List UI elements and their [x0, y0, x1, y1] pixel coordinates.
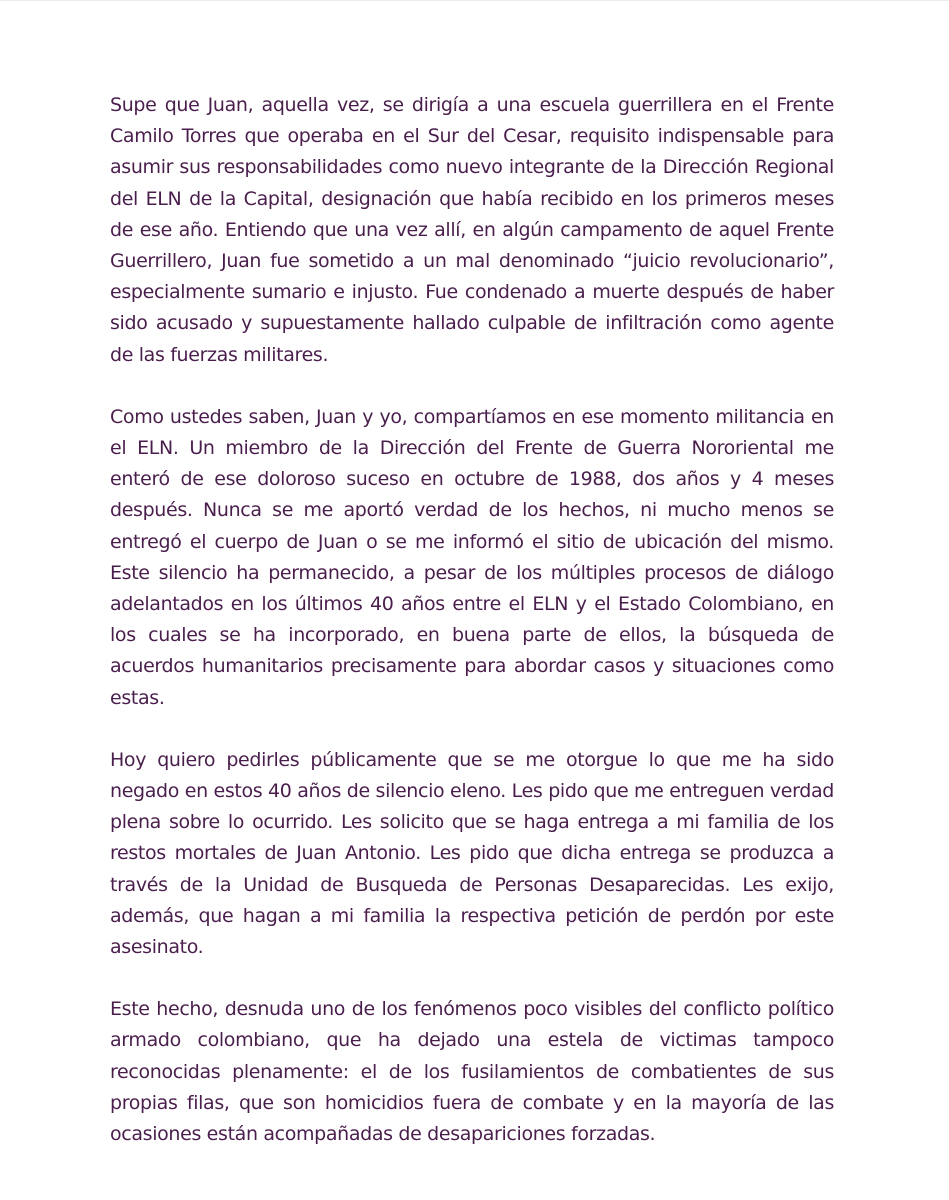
- paragraph-1: Supe que Juan, aquella vez, se dirigía a una escuela guerrillera en el Frente Camilo Torres que operaba en el Sur del Cesar, requisito indispensable para asumir sus responsabilidades como nuevo integrante de la Dirección Regional del ELN de la Capital, designación que había recibido en los primeros meses de ese año. Entiendo que una vez allí, en algún campamento de aquel Frente Guerrillero, Juan fue sometido a un mal denominado “juicio revolucionario”, especialmente sumario e injusto. Fue condenado a muerte después de haber sido acusado y supuestamente hallado culpable de infiltración como agente de las fuerzas militares.: [110, 94, 834, 366]
- paragraph-2: Como ustedes saben, Juan y yo, compartíamos en ese momento militancia en el ELN. Un miembro de la Dirección del Frente de Guerra Nororiental me enteró de ese doloroso suceso en octubre de 1988, dos años y 4 meses después. Nunca se me aportó verdad de los hechos, ni mucho menos se entregó el cuerpo de Juan o se me informó el sitio de ubicación del mismo. Este silencio ha permanecido, a pesar de los múltiples procesos de diálogo adelantados en los últimos 40 años entre el ELN y el Estado Colombiano, en los cuales se ha incorporado, en buena parte de ellos, la búsqueda de acuerdos humanitarios precisamente para abordar casos y situaciones como estas.: [110, 405, 834, 709]
- paragraph-4: Este hecho, desnuda uno de los fenómenos poco visibles del conflicto político armado colombiano, que ha dejado una estela de victimas tampoco reconocidas plenamente: el de los fusilamientos de combatientes de sus propias filas, que son homicidios fuera de combate y en la mayoría de las ocasiones están acompañadas de desapariciones forzadas.: [110, 998, 834, 1146]
- paragraph-3: Hoy quiero pedirles públicamente que se me otorgue lo que me ha sido negado en estos 40 años de silencio eleno. Les pido que me entreguen verdad plena sobre lo ocurrido. Les solicito que se haga entrega a mi familia de los restos mortales de Juan Antonio. Les pido que dicha entrega se produzca a través de la Unidad de Busqueda de Personas Desaparecidas. Les exijo, además, que hagan a mi familia la respectiva petición de perdón por este asesinato.: [110, 748, 834, 959]
- document-body: [110, 90, 834, 1150]
